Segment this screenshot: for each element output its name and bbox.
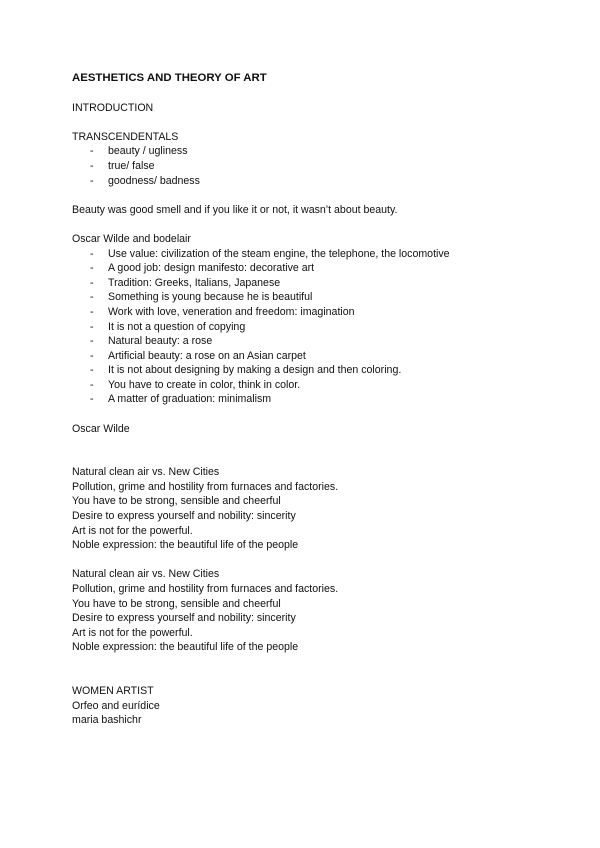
document-title: AESTHETICS AND THEORY OF ART <box>72 72 267 84</box>
text-line: Desire to express yourself and nobility: sincerity <box>72 612 296 625</box>
dash-marker: - <box>90 364 94 377</box>
section-introduction: INTRODUCTION <box>72 101 154 114</box>
text-line: You have to be strong, sensible and cheerful <box>72 495 281 508</box>
dash-marker: - <box>90 145 94 158</box>
list-item: - beauty / ugliness <box>90 145 188 158</box>
dash-marker: - <box>90 393 94 406</box>
text-line: Pollution, grime and hostility from furnaces and factories. <box>72 583 339 595</box>
dash-marker: - <box>90 174 94 187</box>
list-item: - A matter of graduation: minimalism <box>90 393 272 406</box>
section-women-artist-heading: WOMEN ARTIST <box>72 684 154 697</box>
dash-marker: - <box>90 335 94 348</box>
dash-marker: - <box>90 320 94 333</box>
dash-marker: - <box>90 305 94 318</box>
dash-marker: - <box>90 247 94 260</box>
list-item: - true/ false <box>90 159 155 172</box>
beauty-paragraph: Beauty was good smell and if you like it or not, it wasn’t about beauty. <box>72 203 398 216</box>
document-page <box>72 70 542 728</box>
list-item: - Artificial beauty: a rose on an Asian carpet <box>90 349 306 362</box>
list-item: - Tradition: Greeks, Italians, Japanese <box>90 276 281 289</box>
text-line: Natural clean air vs. New Cities <box>72 568 220 581</box>
text-line: Desire to express yourself and nobility: sincerity <box>72 510 296 523</box>
list-item: - Use value: civilization of the steam engine, the telephone, the locomotive <box>90 247 450 260</box>
dash-marker: - <box>90 349 94 362</box>
section-oscar-bodelair-heading: Oscar Wilde and bodelair <box>72 232 191 245</box>
list-item: - It is not a question of copying <box>90 320 246 333</box>
dash-marker: - <box>90 276 94 289</box>
text-line: Art is not for the powerful. <box>72 524 193 537</box>
section-oscar-wilde-heading: Oscar Wilde <box>72 422 130 435</box>
paragraph-block-1 <box>72 465 542 553</box>
text-line: You have to be strong, sensible and cheerful <box>72 597 281 610</box>
list-item: - It is not about designing by making a design and then coloring. <box>90 364 402 377</box>
dash-marker: - <box>90 262 94 275</box>
list-item: - goodness/ badness <box>90 174 200 187</box>
text-line: Natural clean air vs. New Cities <box>72 466 220 479</box>
transcendentals-list <box>72 144 542 188</box>
dash-marker: - <box>90 291 94 304</box>
text-line: Pollution, grime and hostility from furnaces and factories. <box>72 480 339 493</box>
section-transcendentals-heading: TRANSCENDENTALS <box>72 130 179 143</box>
text-line: Noble expression: the beautiful life of the people <box>72 641 299 654</box>
text-line: Orfeo and eurídice <box>72 699 160 712</box>
list-item: - Work with love, veneration and freedom: imagination <box>90 305 355 318</box>
text-line: Noble expression: the beautiful life of the people <box>72 539 299 552</box>
dash-marker: - <box>90 159 94 172</box>
dash-marker: - <box>90 378 94 391</box>
text-line: maria bashichr <box>72 714 142 727</box>
list-item: - You have to create in color, think in color. <box>90 378 301 391</box>
list-item: - Natural beauty: a rose <box>90 335 213 348</box>
list-item: - Something is young because he is beautiful <box>90 291 313 304</box>
text-line: Art is not for the powerful. <box>72 626 193 639</box>
oscar-bodelair-list <box>72 247 542 408</box>
paragraph-block-2 <box>72 567 542 655</box>
list-item: - A good job: design manifesto: decorative art <box>90 262 315 275</box>
